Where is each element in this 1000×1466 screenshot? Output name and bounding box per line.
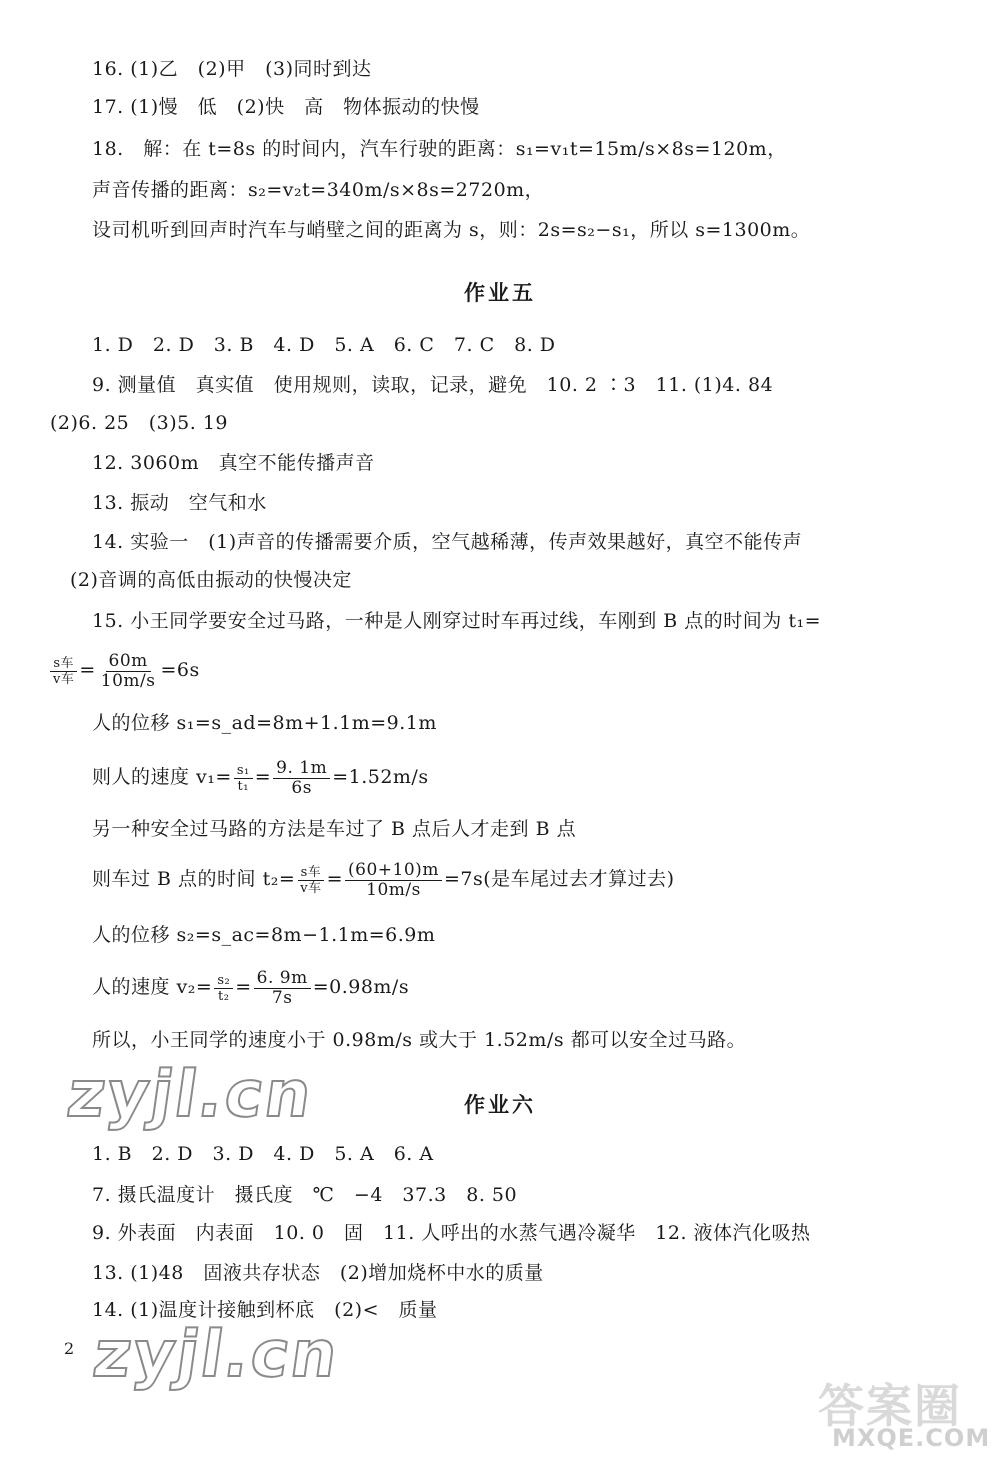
hw6-answers-1-6: 1. B 2. D 3. D 4. D 5. A 6. A (92, 1143, 434, 1165)
fraction: $\frac{\text{s₁}}{\text{t₁}}$ (234, 763, 253, 794)
watermark-logo: zyjl.cn (62, 1058, 318, 1132)
hw5-answer-12: 12. 3060m 真空不能传播声音 (92, 452, 375, 474)
answer-18-line3: 设司机听到回声时汽车与峭壁之间的距离为 s，则：2s=s₂−s₁，所以 s=1300m。 (92, 219, 811, 241)
displacement-2: 人的位移 s₂=s_ac=8m−1.1m=6.9m (92, 924, 436, 946)
answer-18: 18. 解：在 t=8s 的时间内，汽车行驶的距离：s₁=v₁t=15m/s×8s=120m， (92, 138, 787, 160)
hw5-answer-15: 15. 小王同学要安全过马路，一种是人刚穿过时车再过线，车刚到 B 点的时间为 t₁= (92, 610, 822, 632)
hw6-answer-7: 7. 摄氏温度计 摄氏度 ℃ −4 37.3 8. 50 (92, 1184, 518, 1206)
hw5-answer-14: 14. 实验一 (1)声音的传播需要介质，空气越稀薄，传声效果越好，真空不能传声 (92, 531, 803, 553)
conclusion: 所以，小王同学的速度小于 0.98m/s 或大于 1.52m/s 都可以安全过马路。 (92, 1029, 747, 1051)
other-method: 另一种安全过马路的方法是车过了 B 点后人才走到 B 点 (92, 818, 577, 840)
displacement-1: 人的位移 s₁=s_ad=8m+1.1m=9.1m (92, 712, 437, 734)
equation-t1: $\frac{\text{s车}}{\text{v车}}$ = $\frac{60m}{10m/s}$ =6s (48, 650, 200, 691)
equation-v2: 人的速度 v₂= $\frac{\text{s₂}}{\text{t₂}}$ = $\frac{6. 9m}{7s}$ =0.98m/s (92, 967, 410, 1008)
answer-16: 16. (1)乙 (2)甲 (3)同时到达 (92, 58, 372, 80)
hw6-answer-14: 14. (1)温度计接触到杯底 (2)< 质量 (92, 1299, 438, 1321)
answer-17: 17. (1)慢 低 (2)快 高 物体振动的快慢 (92, 96, 480, 118)
hw6-answer-9: 9. 外表面 内表面 10. 0 固 11. 人呼出的水蒸气遇冷凝华 12. 液体汽化吸热 (92, 1222, 811, 1244)
hw5-answer-14-cont: (2)音调的高低由振动的快慢决定 (70, 569, 352, 591)
watermark-logo-bottom: zyjl.cn (88, 1318, 344, 1392)
hw5-answers-1-8: 1. D 2. D 3. B 4. D 5. A 6. C 7. C 8. D (92, 334, 556, 356)
hw5-answer-9: 9. 测量值 真实值 使用规则，读取，记录，避免 10. 2 ∶3 11. (1)4. 84 (92, 374, 774, 396)
fraction: $\frac{(60+10)m}{10m/s}$ (345, 861, 442, 900)
watermark-stamp: 答案圈 (818, 1379, 962, 1433)
fraction: $\frac{\text{s₂}}{\text{t₂}}$ (214, 973, 233, 1004)
section-title-hw6: 作业六 (464, 1093, 536, 1117)
section-title-hw5: 作业五 (464, 281, 536, 305)
fraction: $\frac{6. 9m}{7s}$ (254, 969, 311, 1008)
fraction: $\frac{60m}{10m/s}$ (100, 650, 156, 691)
equation-v1: 则人的速度 v₁= $\frac{\text{s₁}}{\text{t₁}}$ = $\frac{9. 1m}{6s}$ =1.52m/s (92, 757, 429, 798)
fraction: $\frac{\text{s车}}{\text{v车}}$ (297, 865, 324, 896)
fraction: $\frac{\text{s车}}{\text{v车}}$ (50, 656, 77, 687)
answer-18-line2: 声音传播的距离：s₂=v₂t=340m/s×8s=2720m， (92, 179, 545, 201)
fraction: $\frac{9. 1m}{6s}$ (273, 759, 330, 798)
hw6-answer-13: 13. (1)48 固液共存状态 (2)增加烧杯中水的质量 (92, 1262, 544, 1284)
page-number: 2 (64, 1339, 75, 1358)
hw5-answer-11-cont: (2)6. 25 (3)5. 19 (50, 412, 229, 434)
equation-t2: 则车过 B 点的时间 t₂= $\frac{\text{s车}}{\text{v车}}$ = $\frac{(60+10)m}{10m/s}$ =7s(是车尾过去才算过去) (92, 859, 675, 900)
hw5-answer-13: 13. 振动 空气和水 (92, 492, 267, 514)
watermark-url: MXQE.COM (832, 1424, 991, 1452)
